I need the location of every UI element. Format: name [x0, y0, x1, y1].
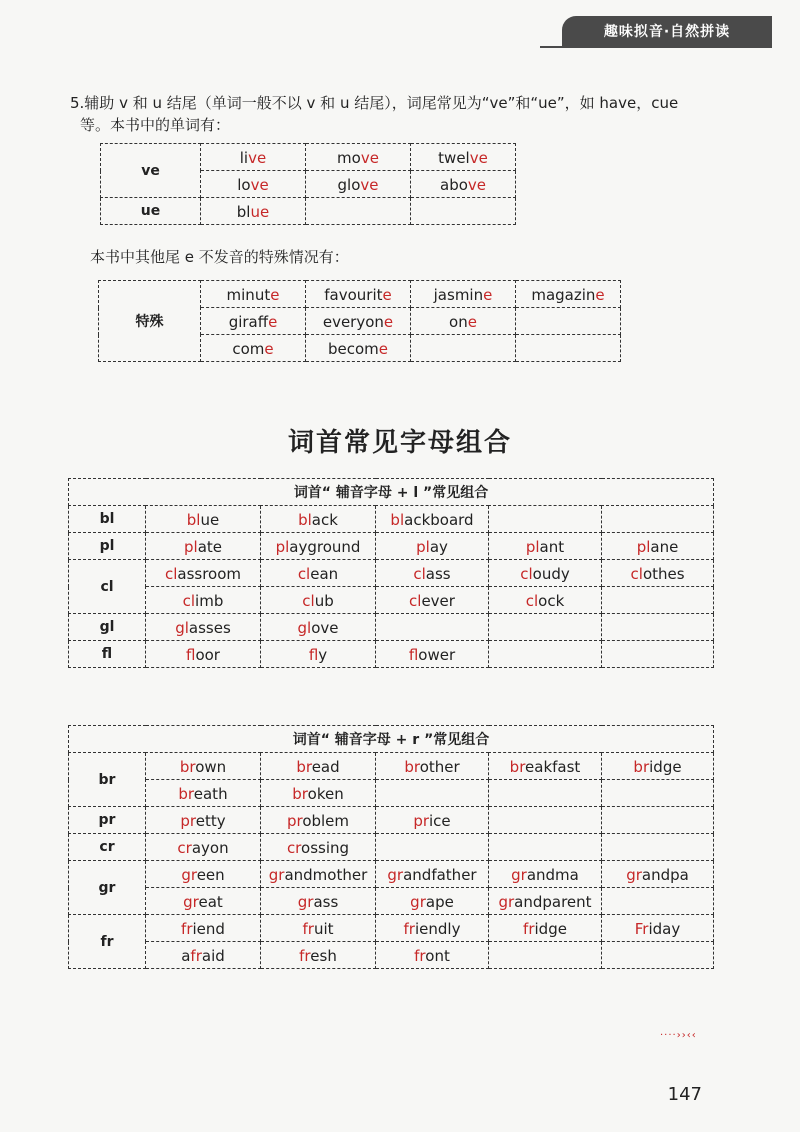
word: playground [275, 537, 361, 556]
word: fly [308, 645, 328, 664]
word: great [183, 892, 223, 911]
ve-ue-table [100, 143, 516, 225]
word: Friday [634, 919, 681, 938]
empty-cell [602, 942, 714, 969]
word: brother [404, 757, 460, 776]
word: grape [410, 892, 454, 911]
empty-cell [516, 308, 621, 335]
word: giraffe [228, 312, 278, 331]
word: clever [409, 591, 455, 610]
word: floor [186, 645, 220, 664]
header-rule [540, 46, 772, 48]
row-key: pl [69, 533, 146, 560]
word: glasses [175, 618, 231, 637]
word: grandpa [626, 865, 689, 884]
consonant-l-table [68, 478, 714, 668]
paragraph-line: 等。本书中的单词有： [80, 116, 231, 134]
special-silent-e-table [98, 280, 621, 362]
empty-cell [489, 834, 602, 861]
word: glove [337, 175, 379, 194]
word: friend [181, 919, 225, 938]
word: fresh [299, 946, 337, 965]
word: minute [226, 285, 280, 304]
table-header: 词首“ 辅音字母 + l ”常见组合 [69, 479, 714, 506]
word: plane [636, 537, 679, 556]
empty-cell [306, 198, 411, 225]
word: become [327, 339, 389, 358]
word: clean [297, 564, 339, 583]
word: jasmine [433, 285, 493, 304]
empty-cell [602, 807, 714, 834]
word: green [181, 865, 225, 884]
empty-cell [489, 614, 602, 641]
word: live [239, 148, 267, 167]
row-key: ve [101, 144, 201, 198]
word: climb [182, 591, 224, 610]
footer-mark: ····››‹‹ [660, 1030, 697, 1041]
word: cloudy [520, 564, 570, 583]
empty-cell [489, 506, 602, 533]
row-key: gl [69, 614, 146, 641]
word: favourite [324, 285, 392, 304]
word: grandmother [268, 865, 368, 884]
word: grandma [511, 865, 579, 884]
word: clothes [630, 564, 685, 583]
empty-cell [602, 888, 714, 915]
consonant-r-table [68, 725, 714, 969]
word: above [440, 175, 486, 194]
word: bridge [633, 757, 682, 776]
empty-cell [376, 614, 489, 641]
word: everyone [322, 312, 394, 331]
empty-cell [602, 834, 714, 861]
word: grass [297, 892, 339, 911]
empty-cell [602, 506, 714, 533]
word: twelve [438, 148, 488, 167]
word: friendly [403, 919, 461, 938]
word: love [237, 175, 269, 194]
row-key: bl [69, 506, 146, 533]
word: breakfast [509, 757, 581, 776]
word: crayon [177, 838, 229, 857]
header-title: 趣味拟音·自然拼读 [603, 24, 731, 40]
word: one [449, 312, 477, 331]
word: crossing [286, 838, 350, 857]
word: class [413, 564, 451, 583]
word: broken [292, 784, 344, 803]
header-tab [562, 16, 772, 46]
word: black [298, 510, 338, 529]
word: plant [525, 537, 565, 556]
word: plate [183, 537, 222, 556]
word: problem [286, 811, 350, 830]
row-key: br [69, 753, 146, 807]
word: front [414, 946, 450, 965]
empty-cell [489, 807, 602, 834]
empty-cell [489, 942, 602, 969]
word: pretty [180, 811, 226, 830]
empty-cell [411, 198, 516, 225]
word: grandparent [498, 892, 592, 911]
row-key: 特殊 [99, 281, 201, 362]
paragraph-ve-ue [70, 92, 730, 136]
empty-cell [376, 834, 489, 861]
word: blackboard [390, 510, 474, 529]
empty-cell [602, 614, 714, 641]
empty-cell [489, 641, 602, 668]
word: come [232, 339, 274, 358]
word: classroom [164, 564, 242, 583]
empty-cell [516, 335, 621, 362]
empty-cell [411, 335, 516, 362]
word: bread [296, 757, 340, 776]
word: afraid [181, 946, 225, 965]
row-key: fr [69, 915, 146, 969]
word: clock [525, 591, 565, 610]
empty-cell [602, 780, 714, 807]
row-key: ue [101, 198, 201, 225]
word: glove [297, 618, 339, 637]
word: move [337, 148, 379, 167]
word: brown [179, 757, 227, 776]
word: club [302, 591, 334, 610]
row-key: cl [69, 560, 146, 614]
word: blue [236, 202, 270, 221]
word: fruit [302, 919, 334, 938]
word: blue [186, 510, 220, 529]
word: magazine [531, 285, 605, 304]
word: breath [178, 784, 228, 803]
page-number: 147 [667, 1084, 702, 1105]
empty-cell [602, 587, 714, 614]
empty-cell [602, 641, 714, 668]
section-title: 词首常见字母组合 [287, 428, 512, 458]
word: play [416, 537, 448, 556]
word: grandfather [387, 865, 477, 884]
word: fridge [523, 919, 567, 938]
empty-cell [489, 780, 602, 807]
paragraph-silent-e: 本书中其他尾 e 不发音的特殊情况有： [90, 248, 349, 266]
row-key: cr [69, 834, 146, 861]
row-key: gr [69, 861, 146, 915]
empty-cell [376, 780, 489, 807]
paragraph-line: 5.辅助 v 和 u 结尾（单词一般不以 v 和 u 结尾），词尾常见为“ve”和“ue”，如 have，cue [70, 94, 679, 112]
table-header: 词首“ 辅音字母 + r ”常见组合 [69, 726, 714, 753]
word: flower [408, 645, 456, 664]
row-key: pr [69, 807, 146, 834]
row-key: fl [69, 641, 146, 668]
word: price [413, 811, 451, 830]
